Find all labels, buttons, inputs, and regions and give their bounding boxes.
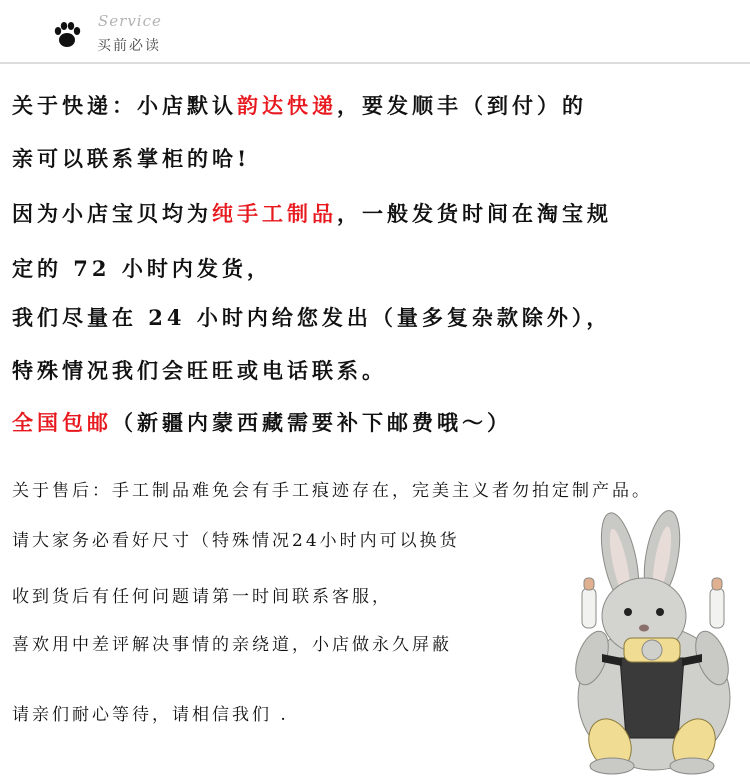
page-subtitle: 买前必读	[97, 38, 161, 54]
text-segment: 亲可以联系掌柜的哈!	[12, 146, 251, 171]
header	[0, 0, 750, 60]
text-segment: （新疆内蒙西藏需要补下邮费哦～）	[112, 410, 512, 435]
notice-line-handmade-2	[12, 253, 272, 283]
divider	[0, 62, 750, 64]
notice-line-aftersales-3	[12, 582, 392, 607]
paw-icon	[52, 20, 82, 50]
text-segment: 关于快递：小店默认	[12, 93, 237, 118]
text-segment: 收到货后有任何问题请第一时间联系客服，	[12, 587, 392, 607]
notice-line-free-shipping	[12, 407, 512, 437]
notice-line-aftersales-5	[12, 700, 289, 725]
text-segment: 喜欢用中差评解决事情的亲绕道，小店做永久屏蔽	[12, 635, 452, 655]
notice-line-aftersales-2	[12, 526, 460, 551]
rabbit-illustration	[562, 508, 750, 776]
highlight-text: 全国包邮	[12, 410, 112, 435]
notice-line-handmade-4	[12, 355, 387, 385]
notice-line-shipping-1	[12, 90, 587, 120]
notice-line-shipping-2	[12, 143, 250, 173]
text-segment: ，要发顺丰（到付）的	[337, 93, 587, 118]
text-segment: 请大家务必看好尺寸（特殊情况24小时内可以换货	[12, 531, 460, 551]
text-segment: 我们尽量在 24 小时内给您发出（量多复杂款除外），	[12, 305, 612, 330]
text-segment: 请亲们耐心等待，请相信我们 .	[12, 705, 289, 725]
text-segment: 因为小店宝贝均为	[12, 201, 212, 226]
notice-line-handmade-1	[12, 198, 612, 228]
highlight-text: 纯手工制品	[212, 201, 337, 226]
text-segment: ，一般发货时间在淘宝规	[337, 201, 612, 226]
service-label: Service	[98, 12, 162, 30]
notice-line-handmade-3	[12, 302, 611, 332]
text-segment: 定的 72 小时内发货，	[12, 256, 272, 281]
notice-line-aftersales-1	[12, 476, 652, 501]
highlight-text: 韵达快递	[237, 93, 337, 118]
text-segment: 关于售后：手工制品难免会有手工痕迹存在，完美主义者勿拍定制产品。	[12, 481, 652, 501]
text-segment: 特殊情况我们会旺旺或电话联系。	[12, 358, 387, 383]
notice-line-aftersales-4	[12, 630, 452, 655]
